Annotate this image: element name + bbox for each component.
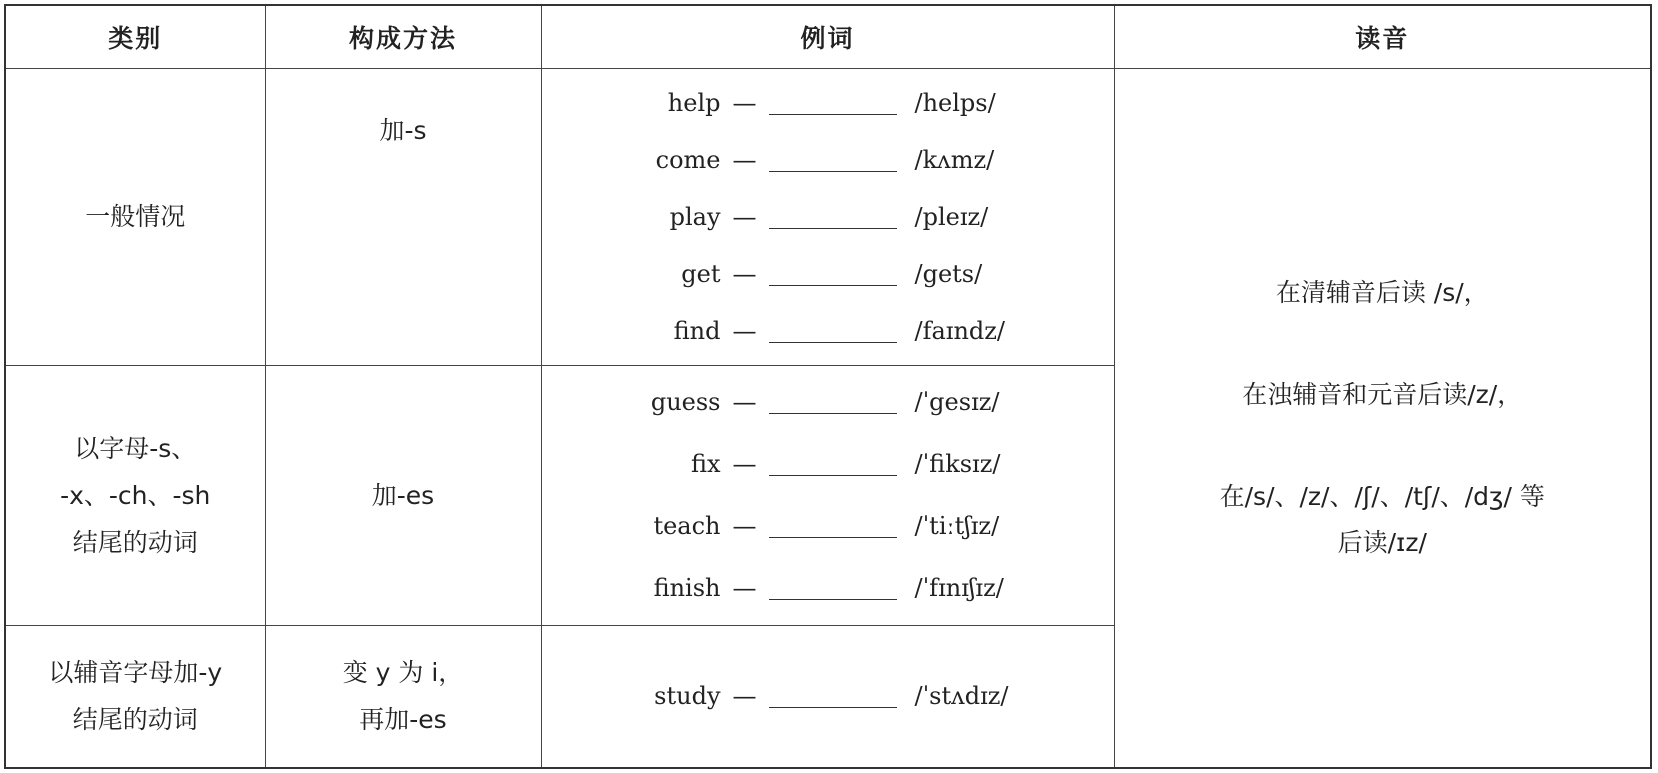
reading-cell — [1114, 68, 1651, 768]
example-word: study — [654, 682, 721, 711]
answer-blank[interactable] — [769, 474, 897, 476]
example-phonetic: /ˈfɪnɪʃɪz/ — [914, 574, 1004, 602]
example-word: come — [655, 145, 721, 174]
example-dash: — — [732, 450, 757, 478]
header-category: 类别 — [5, 5, 265, 68]
category-line: 结尾的动词 — [72, 705, 198, 735]
example-phonetic: /gets/ — [914, 259, 983, 288]
example-dash: — — [732, 259, 757, 288]
example-item — [542, 302, 1114, 359]
example-dash: — — [732, 88, 757, 117]
example-item — [542, 188, 1114, 245]
method-cell — [265, 365, 541, 625]
category-line: 一般情况 — [85, 202, 186, 231]
example-word: fix — [690, 450, 721, 478]
grammar-table — [4, 4, 1652, 769]
answer-blank[interactable] — [769, 598, 897, 600]
answer-blank[interactable] — [769, 341, 897, 343]
example-phonetic: /ˈtiːtʃɪz/ — [914, 512, 1000, 540]
example-phonetic: /pleɪz/ — [914, 202, 989, 231]
answer-blank[interactable] — [769, 706, 897, 708]
example-word: guess — [650, 388, 721, 416]
header-row — [5, 5, 1651, 68]
answer-blank[interactable] — [769, 113, 897, 115]
example-dash: — — [732, 145, 757, 174]
example-word: finish — [653, 574, 721, 602]
example-phonetic: /helps/ — [914, 88, 996, 117]
example-item — [542, 371, 1114, 433]
category-line: 结尾的动词 — [72, 527, 198, 557]
example-item — [542, 646, 1114, 746]
answer-blank[interactable] — [769, 227, 897, 229]
example-dash: — — [732, 512, 757, 540]
example-item — [542, 131, 1114, 188]
reading-line-voiceless: 在清辅音后读 /s/， — [1275, 277, 1489, 307]
answer-blank[interactable] — [769, 170, 897, 172]
method-line: 加-s — [379, 115, 427, 145]
method-line: 变 y 为 i， — [342, 658, 464, 688]
reading-line-iz: 后读/ɪz/ — [1337, 527, 1427, 557]
method-cell — [265, 625, 541, 768]
example-dash: — — [732, 574, 757, 602]
example-word: find — [673, 316, 721, 345]
table-row — [5, 68, 1651, 365]
category-line: 以辅音字母加-y — [48, 658, 223, 688]
category-cell — [5, 68, 265, 365]
example-dash: — — [732, 388, 757, 416]
example-phonetic: /ˈgesɪz/ — [914, 388, 1000, 416]
example-word: teach — [653, 512, 721, 540]
example-dash: — — [732, 316, 757, 345]
example-word: get — [681, 259, 721, 288]
example-word: help — [667, 88, 721, 117]
example-phonetic: /ˈfiksɪz/ — [914, 450, 1001, 478]
category-line: -x、-ch、-sh — [60, 480, 211, 510]
example-item — [542, 245, 1114, 302]
category-cell — [5, 365, 265, 625]
answer-blank[interactable] — [769, 284, 897, 286]
example-item — [542, 495, 1114, 557]
example-phonetic: /faɪndz/ — [914, 316, 1006, 345]
header-examples: 例词 — [541, 5, 1114, 68]
method-line: 加-es — [371, 480, 435, 510]
example-phonetic: /ˈstʌdɪz/ — [914, 682, 1009, 711]
answer-blank[interactable] — [769, 412, 897, 414]
method-line: 再加-es — [359, 705, 447, 735]
example-phonetic: /kʌmz/ — [914, 145, 995, 174]
category-cell — [5, 625, 265, 768]
header-method: 构成方法 — [265, 5, 541, 68]
method-cell — [265, 68, 541, 365]
reading-line-sibilant: 在/s/、/z/、/ʃ/、/tʃ/、/dʒ/ 等 — [1219, 481, 1545, 511]
example-item — [542, 557, 1114, 619]
examples-cell — [541, 68, 1114, 365]
category-line: 以字母-s、 — [74, 433, 197, 463]
answer-blank[interactable] — [769, 536, 897, 538]
example-item — [542, 74, 1114, 131]
examples-cell — [541, 625, 1114, 768]
example-dash: — — [732, 202, 757, 231]
header-reading: 读音 — [1114, 5, 1651, 68]
example-dash: — — [732, 682, 757, 711]
examples-cell — [541, 365, 1114, 625]
reading-line-voiced: 在浊辅音和元音后读/z/， — [1242, 379, 1523, 409]
example-item — [542, 433, 1114, 495]
example-word: play — [669, 202, 721, 231]
